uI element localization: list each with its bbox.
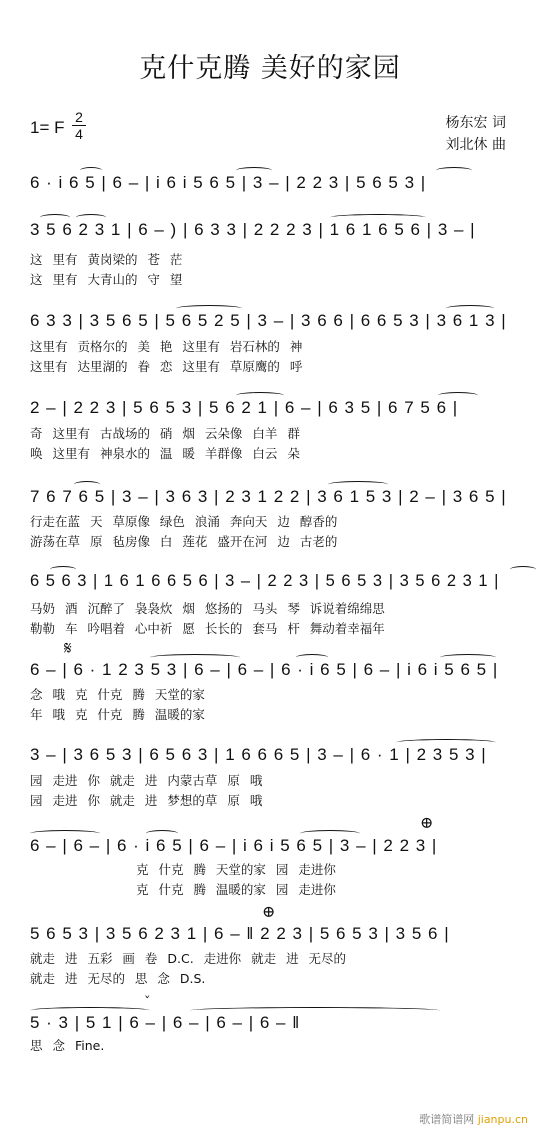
slur [438,392,478,399]
breath-mark: ˇ [144,995,151,1010]
coda-mark: ⊕ [420,813,434,832]
lyrics-10-verse-1: 就走 进 五彩 画 卷 D.C. 走进你 就走 进 无尽的 [30,951,347,966]
lyrics-9-verse-2: 克 什克 腾 温暖的家 园 走进你 [136,882,336,897]
notes-line-3: 6 3 3 | 3 5 6 5 | 5 6 5 2 5 | 3 – | 3 6 6 | 6 6 5 3 | 3 6 1 3 | [30,311,507,330]
lyrics-9-verse-1: 克 什克 腾 天堂的家 园 走进你 [136,862,336,877]
song-title: 克什克腾 美好的家园 [139,53,401,84]
slur [50,566,76,573]
lyrics-8-verse-2: 园 走进 你 就走 进 梦想的草 原 哦 [30,793,263,808]
lyrics-4-verse-1: 奇 这里有 古战场的 硝 烟 云朵像 白羊 群 [30,426,300,441]
slur [80,167,102,174]
lyrics-8-verse-1: 园 走进 你 就走 进 内蒙古草 原 哦 [30,773,263,788]
notes-line-1: 6 · i 6 5 | 6 – | i 6 i 5 6 5 | 3 – | 2 2 3 | 5 6 5 3 | [30,173,427,192]
lyrics-6-verse-1: 马奶 酒 沉醉了 袅袅炊 烟 悠扬的 马头 琴 诉说着绵绵思 [30,601,385,616]
notes-line-10: 5 6 5 3 | 3 5 6 2 3 1 | 6 – ‖ 2 2 3 | 5 6 5 3 | 3 5 6 | [30,924,450,943]
watermark-url: jianpu.cn [477,1113,528,1126]
composer-credit: 刘北休 曲 [445,137,506,153]
slur [446,305,494,312]
notes-line-8: 3 – | 3 6 5 3 | 6 5 6 3 | 1 6 6 6 5 | 3 – | 6 · 1 | 2 3 5 3 | [30,745,487,764]
notes-line-7: 6 – | 6 · 1 2 3 5 3 | 6 – | 6 – | 6 · i 6 5 | 6 – | i 6 i 5 6 5 | [30,660,499,679]
slur [396,739,496,746]
lyrics-10-verse-2: 就走 进 无尽的 思 念 D.S. [30,971,206,986]
slur [510,566,536,573]
notes-line-9: 6 – | 6 – | 6 · i 6 5 | 6 – | i 6 i 5 6 5 | 3 – | 2 2 3 | [30,836,438,855]
lyrics-7-verse-2: 年 哦 克 什克 腾 温暖的家 [30,707,205,722]
slur [40,214,70,221]
slur [330,214,426,221]
slur [74,481,100,488]
segno-mark: 𝄋 [64,638,72,659]
slur [300,830,360,837]
slur [146,830,178,837]
lyrics-2-verse-2: 这 里有 大青山的 守 望 [30,272,183,287]
lyrics-7-verse-1: 念 哦 克 什克 腾 天堂的家 [30,687,205,702]
slur [30,1007,150,1014]
lyrics-11: 思 念 Fine. [30,1038,105,1053]
lyrics-5-verse-2: 游荡在草 原 毡房像 白 莲花 盛开在河 边 古老的 [30,534,338,549]
time-signature [72,110,86,141]
notes-line-4: 2 – | 2 2 3 | 5 6 5 3 | 5 6 2 1 | 6 – | 6 3 5 | 6 7 5 6 | [30,398,459,417]
slur [76,214,106,221]
slur [236,392,284,399]
slur [440,654,496,661]
watermark-site: 歌谱简谱网 [419,1113,475,1126]
notes-line-6: 6 5 6 3 | 1 6 1 6 6 5 6 | 3 – | 2 2 3 | 5 6 5 3 | 3 5 6 2 3 1 | [30,572,500,590]
time-signature-bottom: 4 [75,126,83,142]
slur [176,305,242,312]
slur [236,167,272,174]
coda-mark-2: ⊕ [262,902,276,921]
slur [190,1007,440,1014]
slur [296,654,328,661]
watermark [419,1111,528,1127]
slur [328,481,388,488]
lyrics-3-verse-2: 这里有 达里湖的 眷 恋 这里有 草原鹰的 呼 [30,359,303,374]
slur [30,830,100,837]
notes-line-2: 3 5 6 2 3 1 | 6 – ) | 6 3 3 | 2 2 2 3 | 1 6 1 6 5 6 | 3 – | [30,220,476,239]
lyricist-credit: 杨东宏 词 [445,115,506,131]
key-signature: 1= F [30,118,65,137]
notes-line-11: 5 · 3 | 5 1 | 6 – | 6 – | 6 – | 6 – ‖ [30,1013,301,1032]
slur [436,167,472,174]
notes-line-5: 7 6 7 6 5 | 3 – | 3 6 3 | 2 3 1 2 2 | 3 6 1 5 3 | 2 – | 3 6 5 | [30,487,507,506]
lyrics-5-verse-1: 行走在蓝 天 草原像 绿色 浪涌 奔向天 边 醇香的 [30,514,338,529]
time-signature-top: 2 [75,109,83,125]
lyrics-3-verse-1: 这里有 贡格尔的 美 艳 这里有 岩石林的 神 [30,339,303,354]
lyrics-4-verse-2: 唤 这里有 神泉水的 温 暖 羊群像 白云 朵 [30,446,300,461]
slur [150,654,240,661]
lyrics-2-verse-1: 这 里有 黄岗梁的 苍 茫 [30,252,183,267]
lyrics-6-verse-2: 勒勒 车 吟唱着 心中祈 愿 长长的 套马 杆 舞动着幸福年 [30,621,385,636]
